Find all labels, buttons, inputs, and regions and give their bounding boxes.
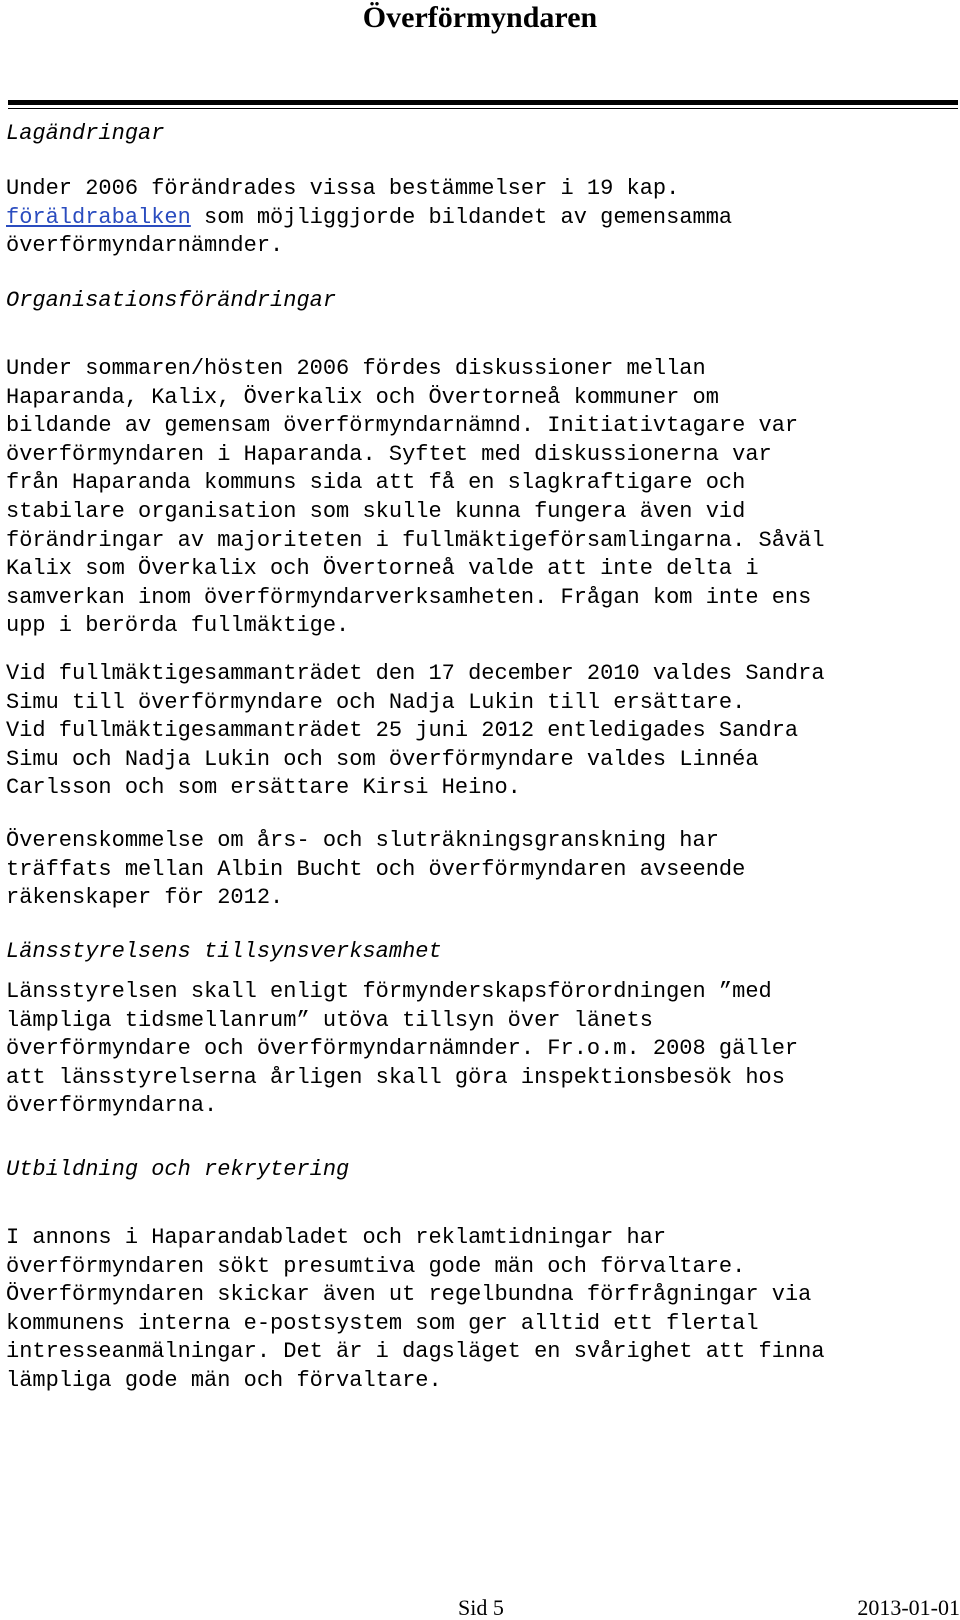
heading-lagandringar: Lagändringar <box>6 121 165 146</box>
heading-utbildning: Utbildning och rekrytering <box>6 1157 350 1182</box>
footer-date: 2013-01-01 <box>857 1595 960 1620</box>
heading-tillsynsverksamhet: Länsstyrelsens tillsynsverksamhet <box>6 939 442 964</box>
paragraph-utbildning: I annons i Haparandabladet och reklamtidningar har överförmyndaren sökt presumtiva gode män och förvaltare. Överförmyndaren skickar även ut regelbundna förfrågningar via kommunens interna e-postsystem som ger alltid ett flertal intresseanmälningar. Det är i dagsläget en svårighet att finna lämpliga gode män och förvaltare. <box>6 1225 825 1393</box>
paragraph-tillsyn: Länsstyrelsen skall enligt förmynderskapsförordningen ”med lämpliga tidsmellanrum” utöva tillsyn över länets överförmyndare och överförmyndarnämnder. Fr.o.m. 2008 gäller att länsstyrelserna årligen skall göra inspektionsbesök hos överförmyndarna. <box>6 979 799 1119</box>
paragraph-lagandringar <box>6 175 956 261</box>
title-rule-thick <box>8 100 958 105</box>
paragraph-organisation-1: Under sommaren/hösten 2006 fördes diskussioner mellan Haparanda, Kalix, Överkalix och Övertorneå kommuner om bildande av gemensam överförmyndarnämnd. Initiativtagare var överförmyndaren i Haparanda. Syftet med diskussionerna var från Haparanda kommuns sida att få en slagkraftigare och stabilare organisation som skulle kunna fungera även vid förändringar av majoriteten i fullmäktigeförsamlingarna. Såväl Kalix som Överkalix och Övertorneå valde att inte delta i samverkan inom överförmyndarverksamheten. Frågan kom inte ens upp i berörda fullmäktige. <box>6 356 825 639</box>
paragraph-organisation-3: Överenskommelse om års- och sluträkningsgranskning har träffats mellan Albin Bucht och överförmyndaren avseende räkenskaper för 2012. <box>6 828 746 911</box>
page-title: Överförmyndaren <box>362 1 598 34</box>
footer-page-number: Sid 5 <box>458 1595 504 1620</box>
title-rule-thin <box>8 108 958 109</box>
lagandringar-line-3: överförmyndarnämnder. <box>6 233 284 259</box>
link-foraldrabalken[interactable]: föräldrabalken <box>6 204 191 230</box>
lagandringar-line-2: som möjliggjorde bildandet av gemensamma <box>190 204 733 230</box>
lagandringar-line-1: Under 2006 förändrades vissa bestämmelser i 19 kap. <box>6 176 680 201</box>
heading-organisationsforandringar: Organisationsförändringar <box>6 288 337 313</box>
paragraph-organisation-2: Vid fullmäktigesammanträdet den 17 december 2010 valdes Sandra Simu till överförmyndare och Nadja Lukin till ersättare. Vid fullmäktigesammanträdet 25 juni 2012 entledigades Sandra Simu och Nadja Lukin och som överförmyndare valdes Linnéa Carlsson och som ersättare Kirsi Heino. <box>6 661 825 801</box>
